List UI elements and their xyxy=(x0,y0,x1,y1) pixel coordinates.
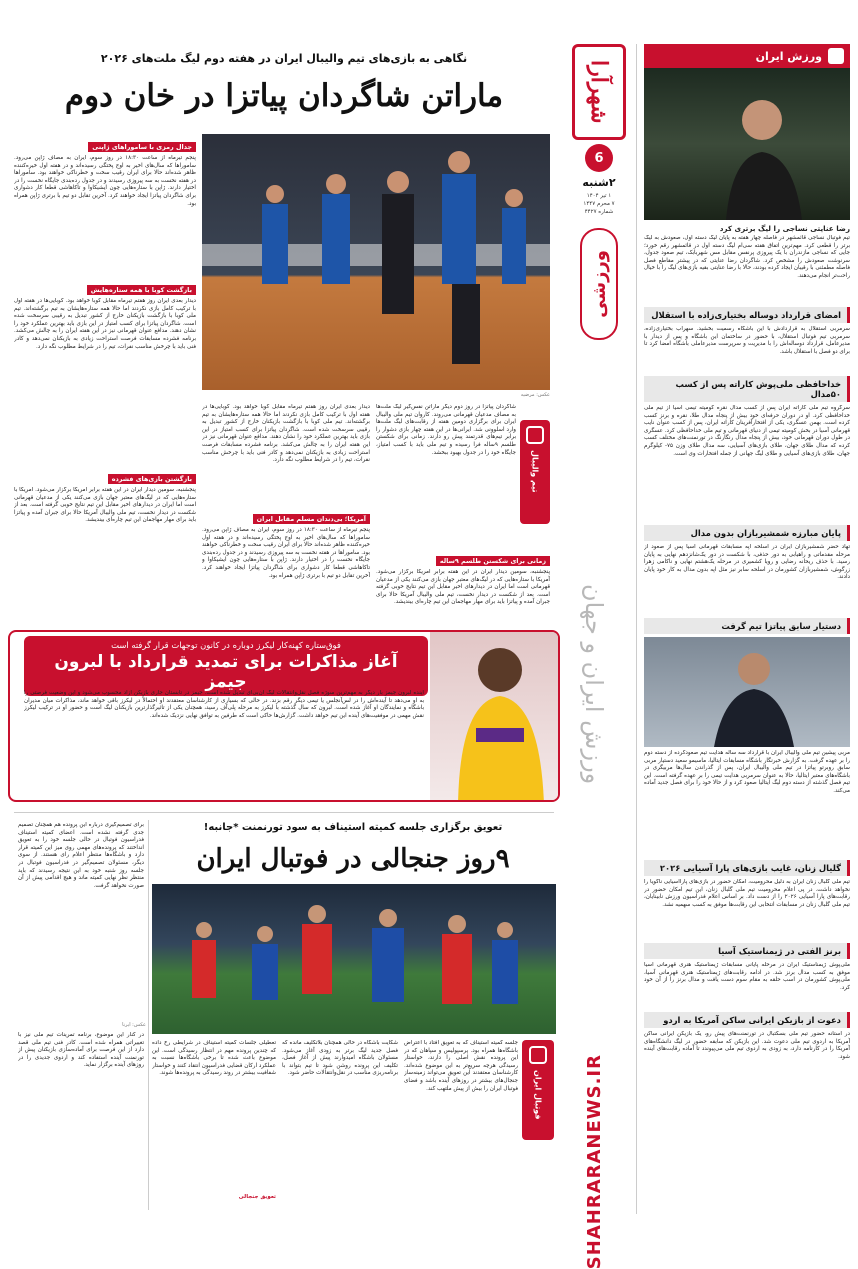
page-number-badge xyxy=(585,144,613,172)
lead-subhead: جدال رمزی با ساموراهای ژاپنی xyxy=(88,142,196,152)
right-column-title: ورزش ایران xyxy=(755,49,822,63)
badge-label: تیم والیبال xyxy=(530,450,540,493)
story-body: تیم فوتبال نساجی قائمشهر در فاصله چهار هفته به پایان لیگ دسته اول، صعودش به لیگ برتر را قطعی کرد. مهم‌ترین اتفاق هفته سی‌ام لیگ دسته اول در قائمشهر رقم خورد؛ جایی که نساجی مازندران با یک پیروزی پرنفس مقابل مس شهربابک، تیم صعود جدول، سرنوشت صعودش را مشخص کرد. شاگردان رضا عنایتی که در پیشتر مقاطع فصل فاصله مطمئنی با رقیبان ایجاد کرده بودند، حالا با رضا عنایتی بقیه بازی‌های لیگ را با خیال راحت‌تر انجام می‌دهند. xyxy=(644,235,850,279)
football-badge xyxy=(522,1040,554,1140)
lead-lower-right xyxy=(376,548,550,621)
website-url: SHAHRARANEWS.IR xyxy=(584,1054,605,1269)
lead-kicker: نگاهی به بازی‌های تیم والیبال ایران در هفته دوم لیگ ملت‌های ۲۰۲۶ xyxy=(100,52,468,65)
lebron-illustration xyxy=(430,632,560,802)
page-number: 6 xyxy=(594,150,604,166)
lead-paragraph: پنجشنبه، سومین دیدار ایران در این هفته برابر آمریکا برگزار می‌شود. آمریکا با ستاره‌هایی که در لیگ‌های معتبر جهان بازی می‌کنند یکی از مدعیان قهرمانی است اما ایران در دیدارهای اخیر مقابل این تیم نتایج خوبی گرفته است. بعد از شکست در دیدار نخست، تیم ملی والیبال آمریکا حالا برای جبران آمده و پیاتزا باید برای مهار مهاجمان این تیم چاره‌ای بیندیشد. xyxy=(376,569,550,606)
story-body: سرگروه تیم ملی کاراته ایران پس از کسب مدال نقره کومیته تیمی آسیا از تیم ملی خداحافظی کرد. او در دوران حرفه‌ای خود بیش از پنجاه مدال طلا، نقره و برنز کسب کرده است. بهمن عسگری، یکی از افتخارآفرینان کاراته ایران، پس از کسب عنوان نایب قهرمانی آسیا در بخش کومیته تیمی از دنیای قهرمانی و تیم ملی خداحافظی کرد. عسگری در طول دوران قهرمانی خود، بیش از پنجاه مدال رنگارنگ در تورنمنت‌های مختلف کسب کرده که مدال طلای جهان، طلای بازی‌های آسیایی، سه مدال طلای وزن ۷۵- کیلوگرم جهان، طلای بازی‌های آسیایی و طلای لیگ جهانی از جمله افتخارات وی است. xyxy=(644,405,850,457)
volleyball-coach-photo xyxy=(644,637,850,747)
football-paragraph: برای تصمیم‌گیری درباره این پرونده هم همچنان تصمیم جدی گرفته نشده است. اعضای کمیته استیناف فدراسیون فوتبال در حالی جلسه خود را به تعویق انداختند که پرونده‌های مهمی روی میز این کمیته قرار دارد و باشگاه‌ها منتظر اعلام رای هستند. از سوی دیگر، مسئولان تصمیم‌گیر در فدراسیون فوتبال در جلسه روز شنبه خود به این نتیجه رسیدند که باید منتظر نظر نهایی کمیته ماند و هیچ اقدامی پیش از آن صورت نخواهد گرفت. xyxy=(18,822,144,889)
coach-photo xyxy=(644,68,850,220)
lead-paragraph: پنجشنبه، سومین دیدار ایران در این هفته برابر آمریکا برگزار می‌شود. آمریکا با ستاره‌هایی که در لیگ‌های معتبر جهان بازی می‌کنند یکی از مدعیان قهرمانی است اما ایران در دیدارهای اخیر مقابل این تیم نتایج خوبی گرفته است. بعد از شکست در دیدار نخست، تیم ملی والیبال آمریکا حالا برای جبران آمده و پیاتزا باید برای مهار مهاجمان این تیم چاره‌ای بیندیشد. xyxy=(14,487,196,524)
coach-illustration xyxy=(644,637,850,747)
lead-paragraph: شاگردان پیاتزا در روز دوم دیگر ماراتن نفس‌گیر لیگ ملت‌ها به مصاف مدعیان قهرمانی می‌روند. کاروان تیم ملی والیبال ایران برای برگزاری دومین هفته از رقابت‌های لیگ ملت‌ها وارد اسلوونی شد. ایرانی‌ها در این هفته چهار بازی دشوار را برابر تیم‌های قدرتمند پیش رو دارند. زمانی برای شکستن طلسم ۹ساله فرا رسیده و تیم ملی باید با کسب امتیاز، جایگاه خود را در جدول بهبود ببخشد. xyxy=(376,404,516,456)
logo-text: شهرآرا xyxy=(586,60,612,124)
lead-paragraph: دیدار بعدی ایران روز هفتم تیرماه مقابل کوبا خواهد بود. کوبایی‌ها در هفته اول با ترکیب کامل بازی نکردند اما حالا همه ستاره‌هایشان به تیم برگشته‌اند. تیم ملی کوبا با بازگشت بازیکنان خارج از کشور تبدیل به رقیبی سرسخت شده است. شاگردان پیاتزا برای کسب امتیاز در این بازی باید بهترین عملکرد خود را نشان دهند. مدافع عنوان قهرمانی نیز در این هفته ایران را به چالش می‌کشد. برنامه فشرده مسابقات فرصت استراحت زیادی به بازیکنان نمی‌دهد و کادر فنی باید با چرخش مناسب نفرات، تیم را در شرایط مطلوب نگه دارد. xyxy=(14,298,196,350)
story-body: ملی‌پوش ژیمناستیک ایران در مرحله پایانی مسابقات ژیمناستیک هنری قهرمانی آسیا موفق به کسب مدال برنز شد. در ادامه رقابت‌های ژیمناستیک هنری قهرمانی آسیا، ملی‌پوش کشورمان در اسب حلقه به مقام سوم دست یافت و مدال برنز را از آن خود کرد. xyxy=(644,962,850,991)
lead-paragraph: پنجم تیرماه از ساعت ۱۸:۳۰ در روز سوم، ایران به مصاف ژاپن می‌رود. ساموراها که سال‌های اخیر به اوج پختگی رسیده‌اند و در هفته اول خیره‌کننده ظاهر شده‌اند حالا برای ایران رقیب سخت و خطرناکی خواهند بود. ساموراها در هفته نخست به سه پیروزی رسیدند و در جدول رده‌بندی جایگاه نخست را در اختیار دارند. ژاپن با ستاره‌هایی چون ایشیکاوا و تاکاهاشی قطعا کار دشواری برای شاگردان پیاتزا ایجاد خواهند کرد. آخرین تقابل دو تیم با برتری ژاپن همراه بود. xyxy=(14,155,196,207)
lead-left-column xyxy=(14,134,196,606)
lead-subhead: بازگشت کوبا با همه ستاره‌هایش xyxy=(87,285,196,295)
column-divider xyxy=(148,820,149,1210)
lead-subhead: زمانی برای شکستن طلسم ۹ساله xyxy=(436,556,550,566)
lead-headline: ماراتن شاگردان پیاتزا در خان دوم xyxy=(64,78,504,114)
story-title: رضا عنایتی نساجی را لیگ برتری کرد xyxy=(719,224,850,233)
football-photo-caption: عکس: ایرنا xyxy=(122,1022,146,1028)
coach-illustration xyxy=(644,68,850,220)
lead-photo-caption: عکس: مرضیه xyxy=(520,392,550,398)
football-photo xyxy=(152,884,556,1034)
lead-subhead: بازگشتن بازی‌های فشرده xyxy=(108,474,196,484)
lead-paragraph: دیدار بعدی ایران روز هفتم تیرماه مقابل کوبا خواهد بود. کوبایی‌ها در هفته اول با ترکیب کامل بازی نکردند اما حالا همه ستاره‌هایشان به تیم برگشته‌اند. تیم ملی کوبا با بازگشت بازیکنان خارج از کشور تبدیل به رقیبی سرسخت شده است. شاگردان پیاتزا برای کسب امتیاز در این بازی باید بهترین عملکرد خود را نشان دهند. مدافع عنوان قهرمانی نیز در این هفته ایران را به چالش می‌کشد. برنامه فشرده مسابقات فرصت استراحت زیادی به بازیکنان نمی‌دهد و کادر فنی باید با چرخش مناسب نفرات، تیم را در شرایط مطلوب نگه دارد. xyxy=(202,404,370,464)
story-title: خداحافظی ملی‌پوش کاراته پس از کسب ۵۰مدال xyxy=(644,376,850,402)
section-vertical-title: ورزش ایران و جهان xyxy=(580,583,608,784)
football-players-illustration xyxy=(152,884,556,1034)
column-divider xyxy=(636,44,637,1214)
football-paragraph: تعطیلی جلسات کمیته استیناف در شرایطی رخ داده که چندین پرونده مهم در انتظار رسیدگی است. این موضوع باعث شده تا برخی باشگاه‌ها نسبت به عملکرد ارکان قضایی فدراسیون انتقاد کنند و خواستار شفافیت بیشتر در روند رسیدگی به پرونده‌ها شوند. xyxy=(152,1040,276,1077)
story-body: تهاد حضر شمشیربازان ایران در اسلحه اپه مسابقات قهرمانی آسیا پس از صعود از مرحله مقدماتی و راهیابی به دور حذفی، با شکست در دور یک‌شانزدهم نهایی به پایان رسید. با حذف ریحانه رضایی و رویا کشمیری در مرحله یک‌هشتم نهایی و ناکامی زهرا زرگوش، شمشیربازان کشورمان در اسلحه سابر نیز مثل اپه بدون مدال به کار خود پایان دادند. xyxy=(644,544,850,581)
lead-photo xyxy=(202,134,550,390)
lead-badge xyxy=(520,420,550,524)
date-line: ۱ تیر ۱۴۰۴ xyxy=(586,193,612,199)
football-credit-text: تعویق جنجالی xyxy=(238,1194,276,1200)
story-title: برنز الفتی در ژیمناستیک آسیا xyxy=(644,943,850,959)
story-body: تیم ملی گلبال زنان ایران به دلیل محرومیت، امکان حضور در بازی‌های پاراآسیایی ناگویا را نخواهد داشت. در پی اعلام محرومیت تیم ملی گلبال زنان، این تیم امکان حضور در رقابت‌های پارا آسیایی ۲۰۲۶ را از دست داد. بر اساس اعلام فدراسیون ورزش نابینایان، تیم ملی گلبال زنان در مسابقات انتخابی این رقابت‌ها موفق به کسب سهمیه نشد. xyxy=(644,879,850,908)
badge-icon xyxy=(529,1046,547,1064)
lebron-title-block xyxy=(24,636,428,696)
story-title: دعوت از بازیکن ایرانی ساکن آمریکا به اردو xyxy=(644,1012,850,1028)
weekday: ۲شنبه xyxy=(582,176,616,189)
section-divider xyxy=(14,812,554,813)
football-credit xyxy=(152,1194,276,1200)
sport-badge xyxy=(580,228,618,340)
lead-paragraph: پنجم تیرماه از ساعت ۱۸:۳۰ در روز سوم، ایران به مصاف ژاپن می‌رود. ساموراها که سال‌های اخیر به اوج پختگی رسیده‌اند و در هفته اول خیره‌کننده ظاهر شده‌اند حالا برای ایران رقیب سخت و خطرناکی خواهند بود. ساموراها در هفته نخست به سه پیروزی رسیدند و در جدول رده‌بندی جایگاه نخست را در اختیار دارند. ژاپن با ستاره‌هایی چون ایشیکاوا و تاکاهاشی قطعا کار دشواری برای شاگردان پیاتزا ایجاد خواهند کرد. آخرین تقابل دو تیم با برتری ژاپن همراه بود. xyxy=(202,527,370,579)
story-title: گلیال زنان، غایب بازی‌های پارا آسیایی ۲۰۲۶ xyxy=(644,860,850,876)
football-paragraph: جلسه کمیته استیناف که به تعویق افتاد با اعتراض باشگاه‌ها همراه بود. پرسپولیس و سپاهان که در این پرونده نقش اصلی را دارند، خواستار رسیدگی هرچه سریع‌تر به این موضوع شده‌اند. کارشناسان معتقدند این تعویق می‌تواند زمینه‌ساز جنجال‌های بیشتر در روزهای آینده باشد و فضای فوتبال ایران را بیش از پیش ملتهب کند. xyxy=(404,1040,518,1092)
lebron-headline: آغاز مذاکرات برای تمدید قرارداد با لبرون جیمز xyxy=(54,652,398,692)
masthead xyxy=(568,44,630,1269)
date-line: ۷ محرم ۱۴۴۷ xyxy=(583,201,615,207)
story-title: پایان مبارزه شمشیربازان بدون مدال xyxy=(644,525,850,541)
lebron-box xyxy=(8,630,560,802)
story-title: امضای قرارداد دوساله بختیاری‌زاده با استقلال xyxy=(644,307,850,323)
football-kicker: تعویق برگزاری جلسه کمیته استیناف به سود تورنمنت *جانبه! xyxy=(203,822,503,833)
badge-label: فوتبال ایران xyxy=(533,1070,543,1120)
badge-icon xyxy=(526,426,544,444)
football-paragraph: شکایت باشگاه در حالی همچنان بلاتکلیف مانده که فصل جدید لیگ برتر به زودی آغاز می‌شود. مسئولان باشگاه امیدوارند پیش از آغاز فصل، تکلیف این پرونده روشن شود تا تیم بتواند با برنامه‌ریزی مناسب در نقل‌وانتقالات حاضر شود. xyxy=(282,1040,398,1077)
story-title: دستیار سابق پیاتزا تیم گرفت xyxy=(644,618,850,634)
sport-badge-text: ورزشی xyxy=(588,250,610,318)
right-column xyxy=(644,44,850,1214)
date-line: شماره ۴۴۲۷ xyxy=(584,209,614,215)
story-body: در آستانه حضور تیم ملی بسکتبال در تورنمنت‌های پیش رو، یک بازیکن ایرانی ساکن آمریکا به اردوی تیم ملی دعوت شد. این بازیکن که سابقه حضور در لیگ دانشگاه‌های آمریکا را در کارنامه دارد، به زودی به اردوی تیم ملی می‌پیوندد تا آماده رقابت‌های آینده شود. xyxy=(644,1031,850,1060)
story-body: سرمربی استقلال به قراردادش با این باشگاه رسمیت بخشید. سهراب بختیاری‌زاده، سرمربی تیم فوتبال استقلال، با حضور در ساختمان این باشگاه و پس از دیدار با مدیرعامل، قرارداد دوساله‌اش را با مدیریت و سرپرست مدیرعاملی باشگاه امضا کرد تا برای دو فصل با استقلال باشد. xyxy=(644,326,850,355)
date-lines xyxy=(568,192,630,216)
right-column-header xyxy=(644,44,850,68)
lebron-kicker: فوق‌ستاره کهنه‌کار لیکرز دوباره در کانون توجهات قرار گرفته است xyxy=(111,640,341,650)
lead-subhead: آمریکا؛ بی‌دندان مسلم مقابل ایران xyxy=(253,514,370,524)
logo xyxy=(572,44,626,140)
lebron-body: آینده لبرون جیمز بار دیگر به مهم‌ترین سوژه فصل نقل‌وانتقالات لیگ آن‌بی‌ای تبدیل شده است. جیمز در تابستان جاری بازیکن آزاد محسوب می‌شود و این وضعیت فرصتی را به او می‌دهد تا آینده‌اش را در لس‌آنجلس یا تیمی دیگر رقم بزند. در حالی که بسیاری از کارشناسان معتقدند او احتمالاً در لیکرز باقی خواهد ماند، مذاکرات میان مدیران باشگاه و نمایندگان او آغاز شده است. لبرون که سال گذشته با لیکرز به مرحله پلی‌آف رسید، همچنان یکی از تاثیرگذارترین بازیکنان لیگ است و حضور او در ترکیب لیکرز نقش مهمی در موفقیت‌های آینده این تیم خواهد داشت. گزارش‌ها حاکی است که طرفین به توافق نهایی نزدیک شده‌اند. xyxy=(24,690,424,719)
story-body: مربی پیشین تیم ملی والیبال ایران با قرارداد سه ساله هدایت تیم صعودکرده از دسته دوم را بر عهده گرفت. به گزارش خبرنگار باشگاه مسابقات ایتالیا، ماسیمو سعید دستیار مربی سابق روبرتو پیاتزا در تیم ملی والیبال ایران، پس از گذراندن سال‌ها مربیگری در باشگاه‌های معتبر ایتالیا، حالا به عنوان سرمربی هدایت تیمی را بر عهده گرفته است. این تیم فصل گذشته از دسته دوم لیگ ایتالیا صعود کرد و از حالا خود را برای فصل جدید آماده می‌کند. xyxy=(644,750,850,794)
football-paragraph: در کنار این موضوع، برنامه تمرینات تیم ملی نیز با تغییراتی همراه شده است. کادر فنی تیم ملی قصد دارد از این فرصت برای آماده‌سازی بازیکنان پیش از تورنمنت آینده استفاده کند و اردوی جدیدی را در روزهای آینده برگزار نماید. xyxy=(18,1032,144,1069)
lead-lower-middle xyxy=(202,404,370,611)
volleyball-players-illustration xyxy=(202,134,550,390)
football-headline: ۹روز جنجالی در فوتبال ایران xyxy=(196,844,510,874)
lebron-photo xyxy=(430,632,560,802)
section-icon xyxy=(828,48,844,64)
